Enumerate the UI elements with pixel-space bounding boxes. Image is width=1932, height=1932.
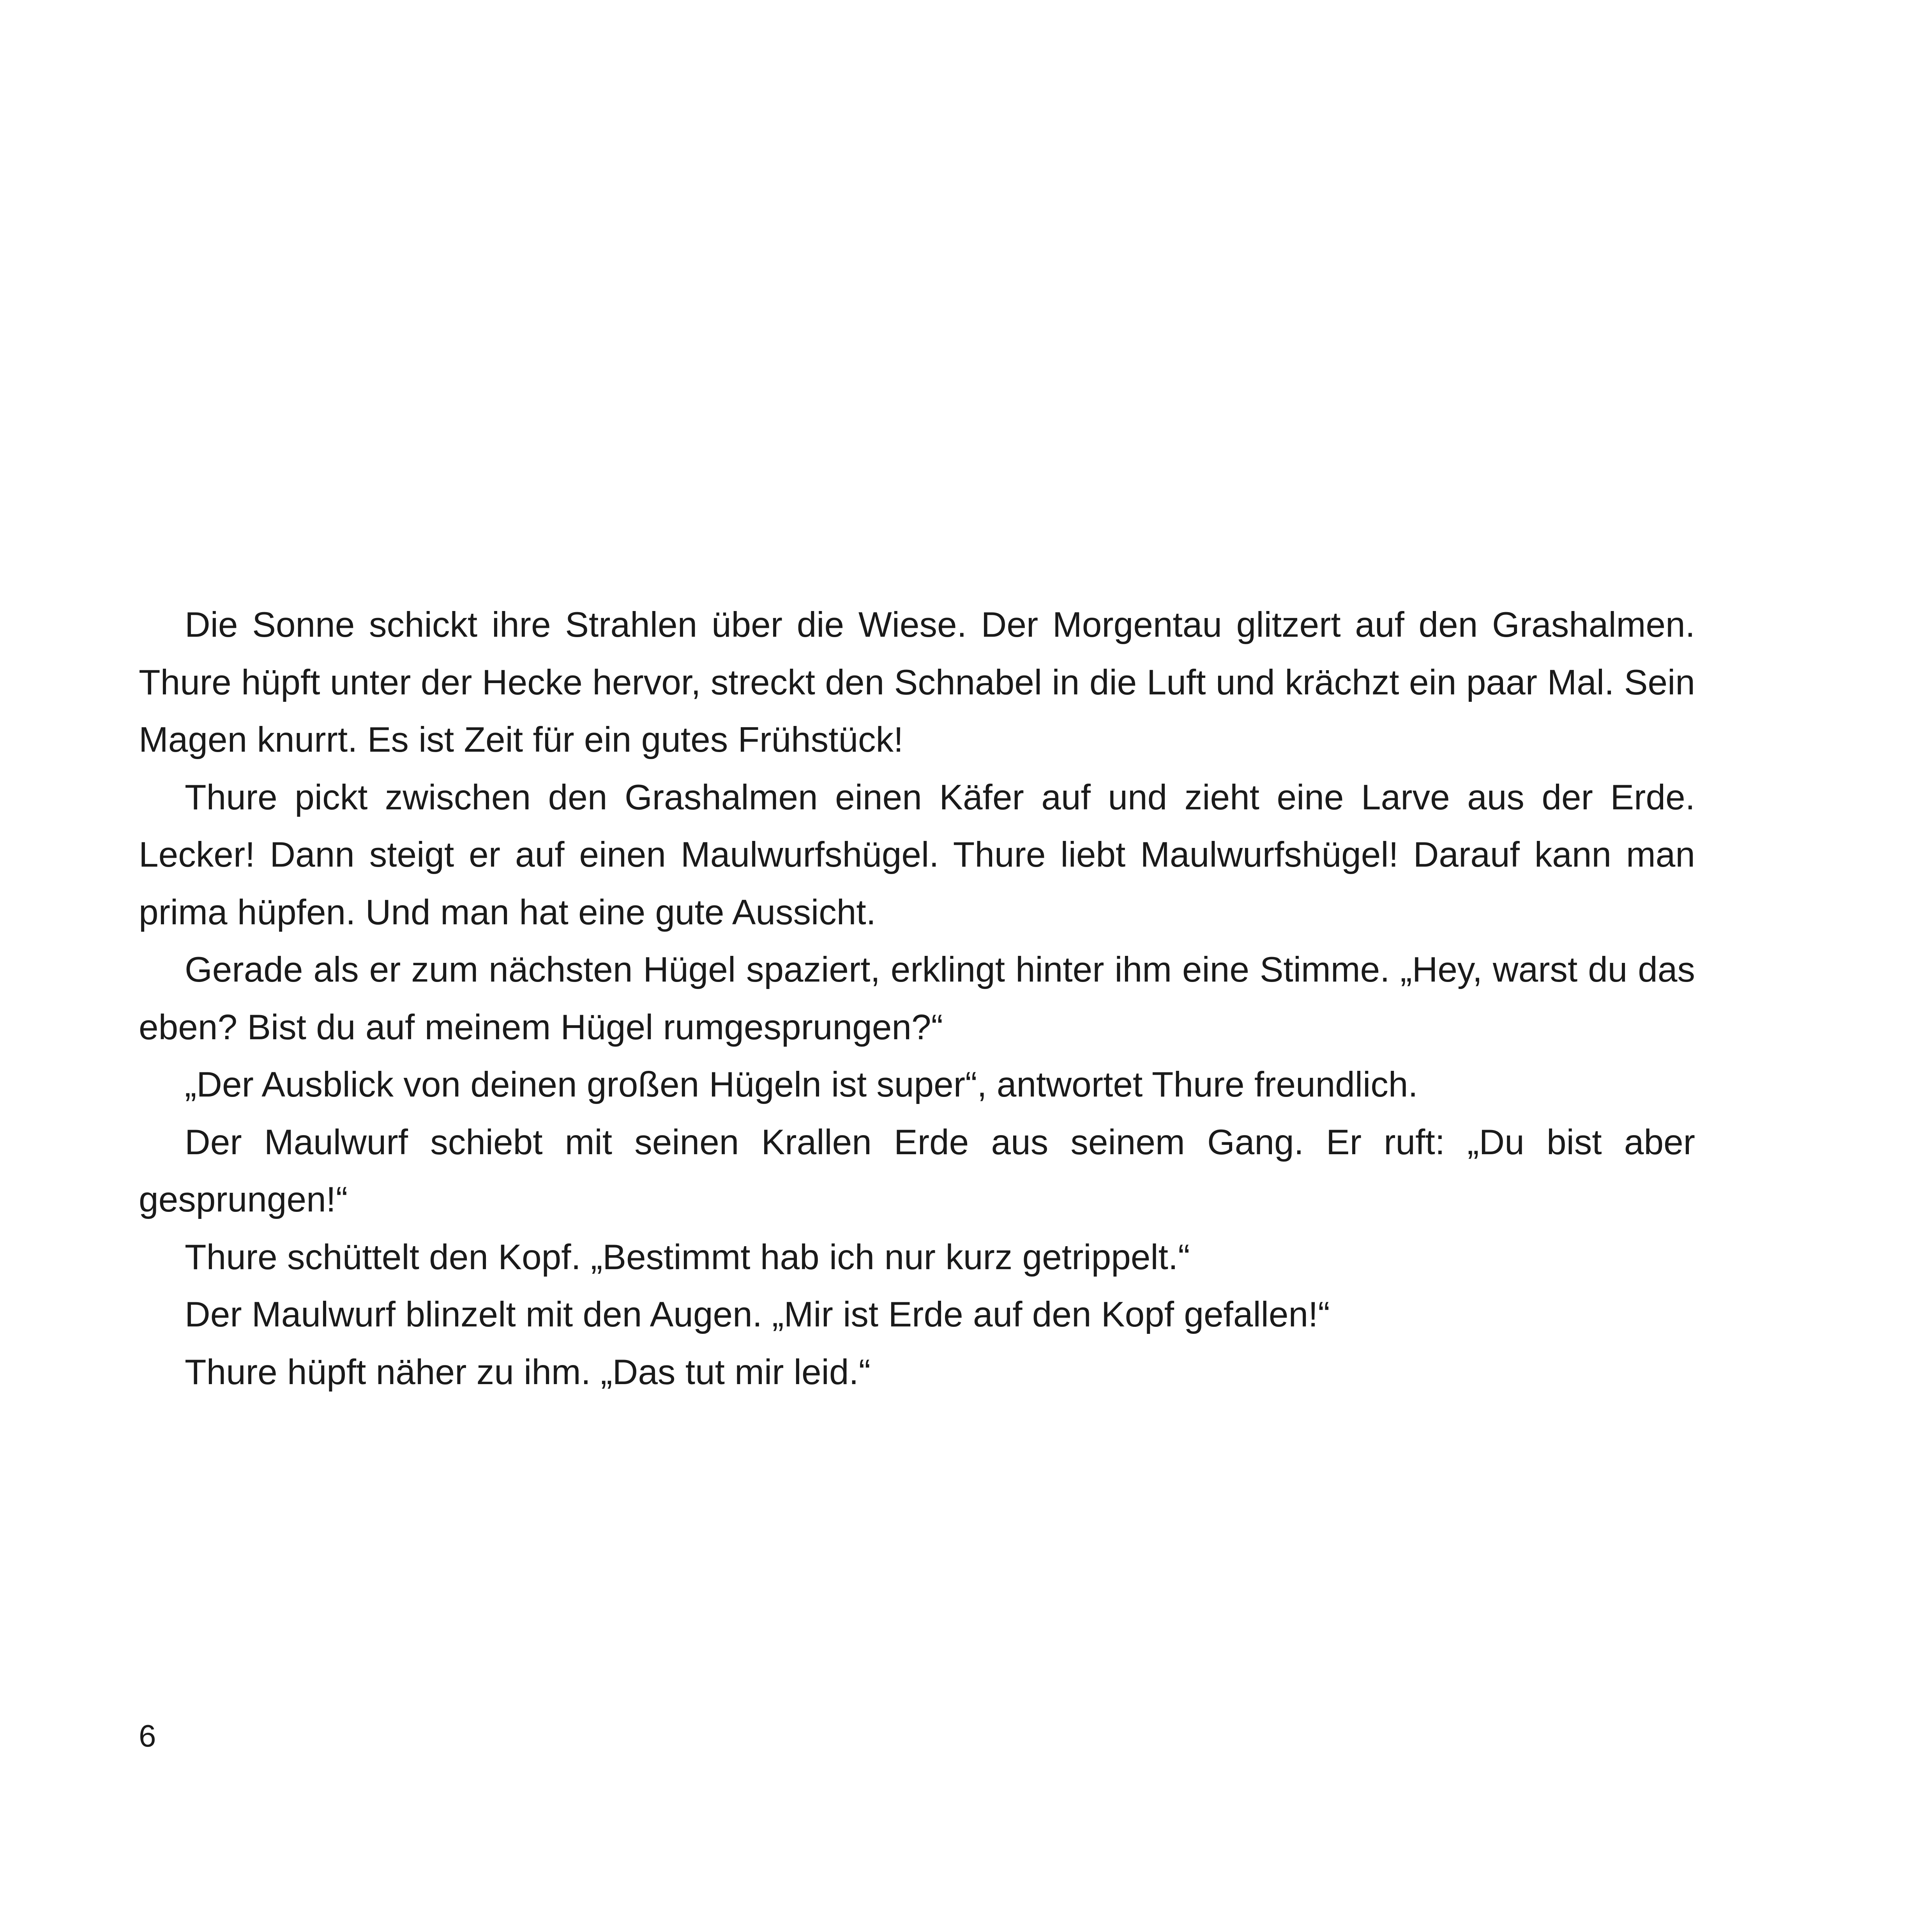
- paragraph: Gerade als er zum nächsten Hügel spaziert, erklingt hinter ihm eine Stimme. „Hey, warst du das eben? Bist du auf meinem Hügel rumgesprungen?“: [139, 950, 1695, 1047]
- story-text: [139, 596, 1695, 1401]
- page-number: 6: [139, 1718, 156, 1753]
- paragraph: Der Maulwurf schiebt mit seinen Krallen Erde aus seinem Gang. Er ruft: „Du bist aber gesprungen!“: [139, 1122, 1695, 1219]
- paragraph: Der Maulwurf blinzelt mit den Augen. „Mir ist Erde auf den Kopf gefallen!“: [185, 1295, 1330, 1334]
- paragraph: Die Sonne schickt ihre Strahlen über die Wiese. Der Morgentau glitzert auf den Grashalmen. Thure hüpft unter der Hecke hervor, streckt den Schnabel in die Luft und krächzt ein paar Mal. Sein Magen knurrt. Es ist Zeit für ein gutes Frühstück!: [139, 605, 1695, 759]
- paragraph: Thure hüpft näher zu ihm. „Das tut mir leid.“: [185, 1352, 871, 1392]
- paragraph: Thure schüttelt den Kopf. „Bestimmt hab ich nur kurz getrippelt.“: [185, 1237, 1190, 1277]
- paragraph: „Der Ausblick von deinen großen Hügeln ist super“, antwortet Thure freundlich.: [185, 1065, 1418, 1104]
- paragraph: Thure pickt zwischen den Grashalmen einen Käfer auf und zieht eine Larve aus der Erde. Lecker! Dann steigt er auf einen Maulwurfshügel. Thure liebt Maulwurfshügel! Darauf kann man prima hüpfen. Und man hat eine gute Aussicht.: [139, 777, 1695, 932]
